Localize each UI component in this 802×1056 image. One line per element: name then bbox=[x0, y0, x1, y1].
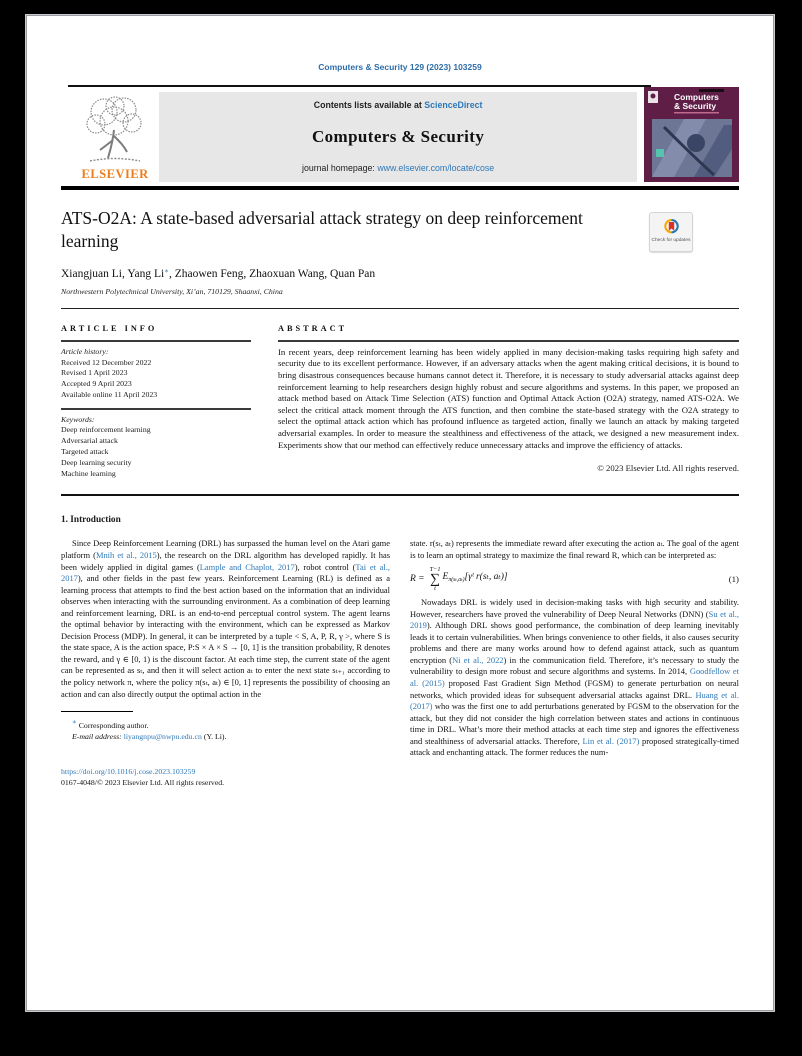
check-updates-badge[interactable] bbox=[649, 212, 693, 252]
citation-link[interactable]: ∗ bbox=[72, 718, 77, 727]
homepage-prefix: journal homepage: bbox=[302, 163, 378, 173]
paper-title: ATS-O2A: A state-based adversarial attack strategy on deep reinforcement learning bbox=[61, 207, 583, 251]
text-segment: proposed strategically-timed attack and enchanting attack. The former reduces the num- bbox=[410, 735, 739, 758]
text-segment: ), the research on the DRL algorithm has developed rapidly. It has been widely applied in digital games ( bbox=[61, 550, 390, 572]
right-column bbox=[410, 538, 739, 788]
list-item: Adversarial attack bbox=[61, 436, 118, 446]
keywords-list bbox=[61, 425, 251, 479]
text-segment: Since Deep Reinforcement Learning (DRL) has surpassed the human level on the Atari game platform ( bbox=[61, 538, 390, 560]
crossmark-icon bbox=[664, 219, 679, 236]
intro-paragraph-1 bbox=[61, 538, 390, 700]
homepage-link[interactable]: www.elsevier.com/locate/cose bbox=[377, 163, 495, 173]
title-block bbox=[61, 207, 739, 296]
citation-link[interactable]: Huang et al. (2017) bbox=[410, 689, 739, 712]
elsevier-wordmark: ELSEVIER bbox=[81, 167, 149, 181]
text-segment: ), robot control ( bbox=[294, 561, 356, 572]
info-section-rule bbox=[61, 308, 739, 310]
text-segment: Xiangjuan Li, Yang Li bbox=[61, 267, 165, 280]
contents-line bbox=[314, 100, 483, 110]
list-item: Accepted 9 April 2023 bbox=[61, 379, 132, 389]
intro-paragraph-2: state. r(sₜ, aₜ) represents the immediate reward after executing the action aₜ. The goal of the agent is to learn an optimal strategy to maximize the final reward R, which can be interpreted as: bbox=[410, 538, 739, 560]
text-segment: ) in the communication field. Therefore, it’s necessary to study the vulnerability to design more robust and secure algorithms and systems. In 2014, bbox=[410, 654, 739, 677]
sciencedirect-link[interactable]: ScienceDirect bbox=[424, 100, 483, 110]
svg-text:Computers: Computers bbox=[674, 92, 719, 102]
article-info-column bbox=[61, 324, 251, 479]
journal-banner bbox=[159, 92, 637, 182]
list-item: Targeted attack bbox=[61, 447, 109, 457]
abstract-heading: ABSTRACT bbox=[278, 324, 348, 334]
list-item: Available online 11 April 2023 bbox=[61, 390, 158, 400]
contents-prefix: Contents lists available at bbox=[313, 100, 425, 110]
article-info-bar bbox=[61, 340, 251, 342]
text-segment: who was the first one to add perturbations generated by FGSM to the observation for the attack, but they did not consider the high correlation between states and actions in continuous time in DRL. What’s more their method attacks at each time step and ignores the effectiveness and stealthiness of adversarial attacks. Therefore, bbox=[410, 701, 739, 746]
citation-link[interactable]: Mnih et al., 2015 bbox=[95, 550, 157, 560]
list-item: Deep learning security bbox=[61, 457, 132, 467]
equation-number: (1) bbox=[728, 573, 739, 584]
citation-link[interactable]: Su et al., 2019 bbox=[410, 608, 740, 631]
affiliation-line: Northwestern Polytechnical University, Xi’an, 710129, Shaanxi, China bbox=[61, 286, 283, 296]
history-list bbox=[61, 358, 251, 401]
citation-link[interactable]: Tai et al., 2017 bbox=[61, 561, 390, 584]
history-label: Article history: bbox=[61, 346, 109, 356]
header-bottom-rule bbox=[61, 186, 739, 190]
email-line bbox=[61, 732, 390, 743]
body-top-rule bbox=[61, 494, 739, 496]
text-segment: Corresponding author. bbox=[76, 721, 149, 731]
text-segment: ). Although DRL shows good performance, the combination of deep learning inevitably leads it to certain vulnerabilities. When brings convenience to other fields, it also causes security problems and there are many works around how to defend against attack, such as quantum encryption ( bbox=[410, 620, 739, 665]
doi-link[interactable]: https://doi.org/10.1016/j.cose.2023.103259 bbox=[61, 767, 196, 777]
elsevier-logo bbox=[73, 92, 157, 182]
journal-citation: Computers & Security 129 (2023) 103259 bbox=[318, 62, 482, 72]
text-segment: Nowadays DRL is widely used in decision-making tasks with high security and stability. However, researchers have proved the vulnerability of Deep Neural Networks (DNN) ( bbox=[410, 597, 739, 619]
list-item: Revised 1 April 2023 bbox=[61, 368, 128, 378]
keywords-label: Keywords: bbox=[61, 414, 95, 424]
journal-cover-image bbox=[644, 87, 739, 182]
keywords-bar bbox=[61, 408, 251, 410]
citation-link[interactable]: Lample and Chaplot, 2017 bbox=[199, 561, 295, 572]
footnote-rule bbox=[61, 711, 133, 712]
text-segment: proposed Fast Gradient Sign Method (FGSM) to generate perturbation on neural networks, which provided ideas for subsequent adversarial attacks against DRL. bbox=[410, 677, 739, 700]
citation-link[interactable]: ∗ bbox=[164, 266, 169, 275]
issn-copyright-line: 0167-4048/© 2023 Elsevier Ltd. All rights reserved. bbox=[61, 777, 225, 787]
journal-cover-thumbnail[interactable] bbox=[644, 87, 739, 182]
text-segment: ), and other fields in the past few years. Reinforcement Learning (RL) is defined as a learning process that attempts to find the best action based on the information that an individual observes when interacting with the surrounding environment. As a combination of deep learning and reinforcement learning, DRL is an end-to-end perceptual control system. The agent learns the optimal behavior by interacting with the environment, which can be expressed as Markov Decision Process (MDP). In general, it can be interpreted by a tuple < S, A, P, R, γ >, where S is the state space, A is the action space, P:S × A × S → [0, 1] is the transition probability, R denotes the reward, and γ ∈ [0, 1) is the discount factor. At each time step, the current state of the agent can be represented as sₜ, and then it will select action aₜ to enter the next state sₜ₊₁ according to the policy network π, where the policy π(sₜ, aₜ) ∈ [0, 1] represents the possibility of choosing an action and can also directly output the optimal action in the bbox=[61, 573, 390, 699]
doi-block bbox=[61, 767, 390, 788]
equation-body: $E_{\pi(s_t,a_t)}[\gamma ᵗ$ r(sₜ, aₜ)] bbox=[442, 572, 508, 584]
citation-link[interactable]: liyangnpu@nwpu.edu.cn bbox=[123, 731, 202, 741]
equation-lhs: R = bbox=[410, 573, 425, 584]
abstract-text: In recent years, deep reinforcement learning has been widely applied in many decision-making tasks requiring high safety and security due to its excellent performance. However, if an adversary attacks when the agent making critical decisions, it is bound to bring disastrous consequences because humans cannot detect it. Therefore, it is necessary to study adversarial attacks against deep reinforcement learning to help researchers design highly robust and secure algorithms and systems. In this paper, we proposed an attack method based on Attack Time Selection (ATS) function and Optimal Attack Action (O2A) strategy, named ATS-O2A. We select the critical attack moment through the ATS function, and then combine the state-based strategy with the O2A strategy to select the optimal attack action which has profound influence as targeted action, finally we launch an attack by making targeted adversarial examples. In order to measure the stealthiness and effectiveness of the attack, we designed a new measurement index. Experiments show that our method can effectively reduce unnecessary attacks and improve the efficiency of attacks. bbox=[278, 346, 739, 450]
citation-link[interactable]: Goodfellow et al. (2015) bbox=[410, 666, 739, 688]
journal-header bbox=[61, 92, 739, 182]
abstract-bar bbox=[278, 340, 739, 342]
body-columns bbox=[61, 538, 739, 788]
journal-title: Computers & Security bbox=[311, 126, 485, 146]
article-info-heading: ARTICLE INFO bbox=[61, 324, 158, 334]
equation-1 bbox=[410, 567, 739, 593]
summation-symbol: T−1 ∑ t bbox=[429, 565, 441, 592]
text-segment: , Zhaowen Feng, Zhaoxuan Wang, Quan Pan bbox=[168, 267, 376, 280]
elsevier-tree-icon bbox=[80, 94, 150, 166]
list-item: Machine learning bbox=[61, 468, 116, 478]
info-abstract-section bbox=[61, 324, 739, 479]
intro-paragraph-3 bbox=[410, 597, 739, 759]
corresponding-author-note bbox=[61, 717, 390, 732]
citation-link[interactable]: Ni et al., 2022 bbox=[452, 654, 504, 665]
text-segment: (Y. Li). bbox=[201, 731, 227, 741]
left-column bbox=[61, 538, 390, 788]
list-item: Received 12 December 2022 bbox=[61, 357, 152, 367]
copyright-line: © 2023 Elsevier Ltd. All rights reserved. bbox=[597, 463, 739, 474]
svg-text:& Security: & Security bbox=[674, 101, 717, 111]
homepage-line bbox=[302, 163, 494, 173]
footnote-block bbox=[61, 711, 390, 742]
citation-link[interactable]: Lin et al. (2017) bbox=[582, 735, 640, 746]
authors-line bbox=[61, 267, 739, 280]
paper-page bbox=[25, 14, 775, 1012]
header-top-rule bbox=[68, 85, 651, 87]
list-item: Deep reinforcement learning bbox=[61, 425, 151, 435]
section-heading-introduction: 1. Introduction bbox=[61, 515, 121, 526]
text-segment: E-mail address: bbox=[72, 731, 124, 741]
check-updates-label: Check for updates bbox=[651, 238, 691, 244]
abstract-column bbox=[278, 324, 739, 479]
